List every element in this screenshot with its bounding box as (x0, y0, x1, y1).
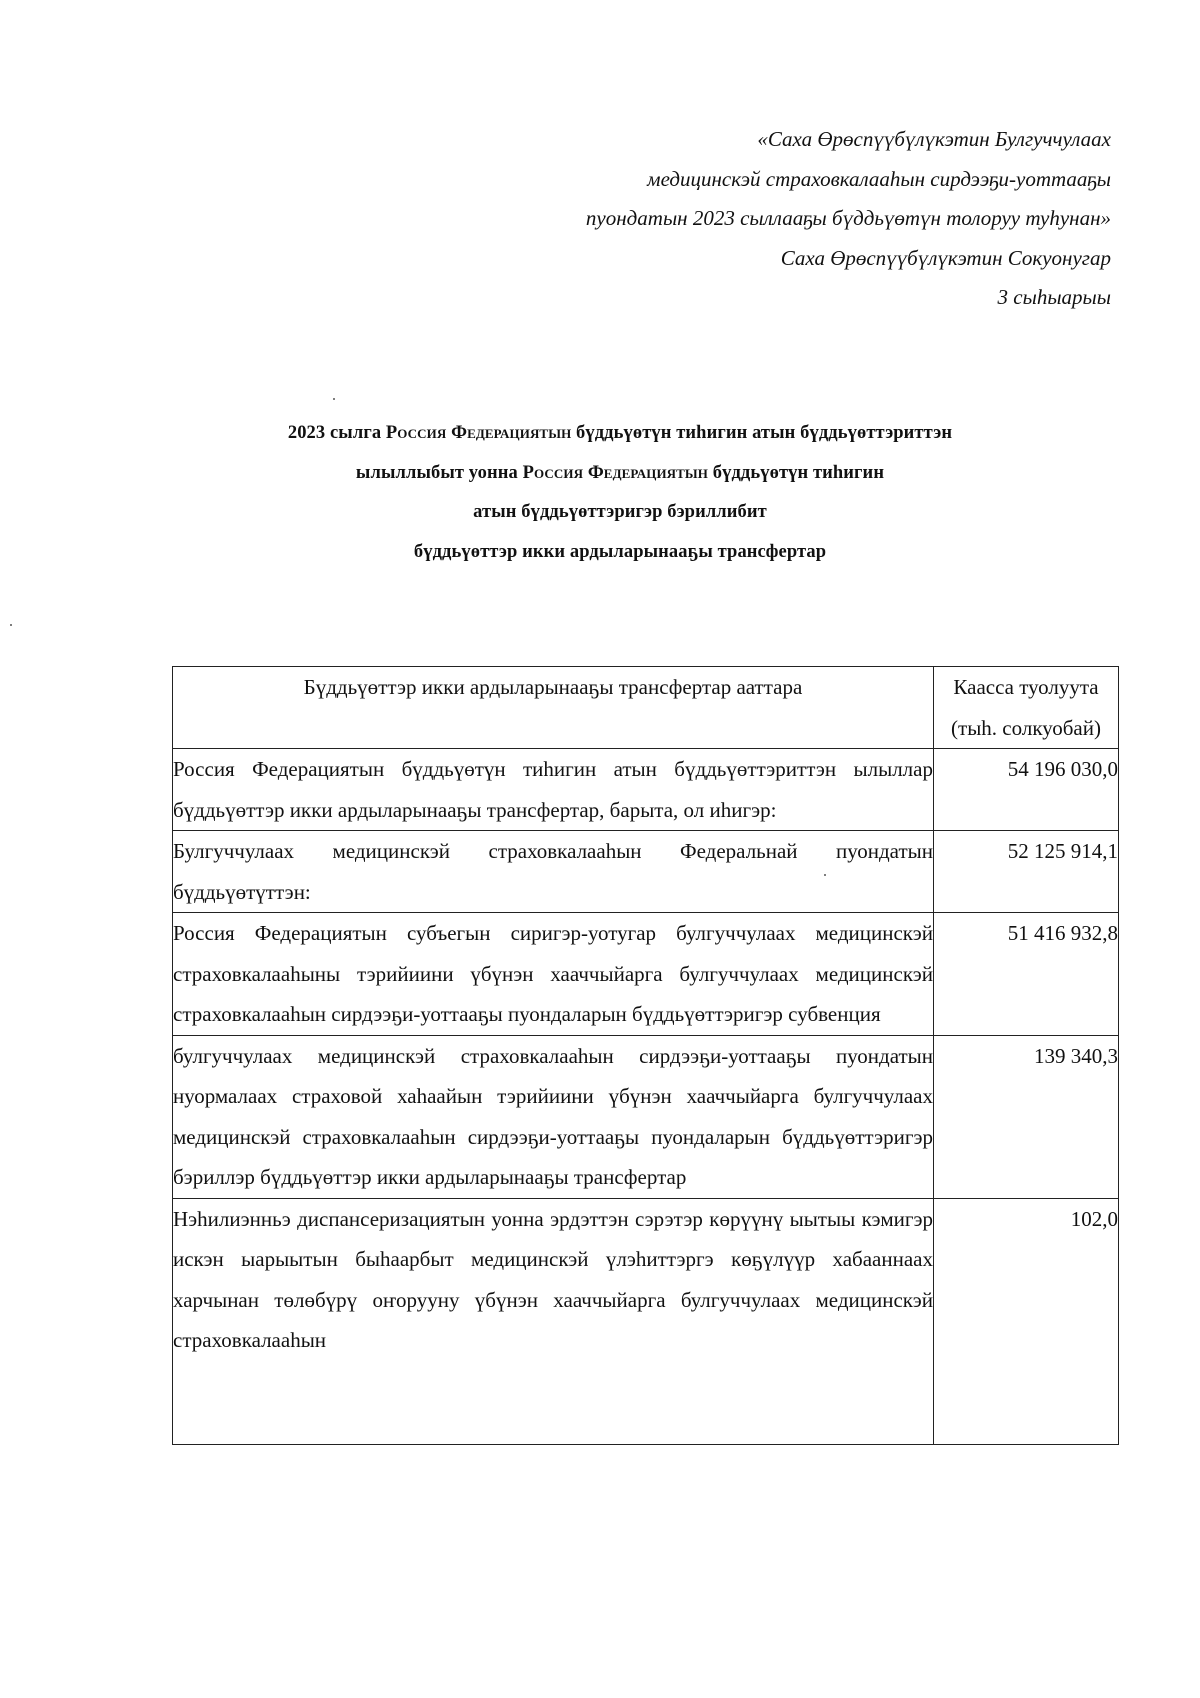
scan-speck (10, 624, 12, 626)
header-sum (934, 667, 1119, 749)
title-text: Россия Федерациятын (385, 423, 572, 443)
annex-line: пуондатын 2023 сыллааҕы бүддьүөтүн толоруу туһунан» (585, 206, 1111, 230)
title-text: бүддьүөтүн тиһигин атын бүддьүөттэриттэн (571, 423, 953, 443)
annex-note (586, 120, 1111, 318)
row-name: Россия Федерациятын бүддьүөтүн тиһигин атын бүддьүөттэриттэн ылыллар бүддьүөттэр икки ардыларынааҕы трансфертар, барыта, ол иһигэр: (173, 749, 934, 831)
annex-line: Саха Өрөспүүбүлүкэтин Сокуонугар (780, 245, 1111, 270)
header-sum-line: Каасса туолуута (953, 675, 1099, 699)
table-row (173, 749, 1119, 831)
row-sum: 54 196 030,0 (934, 749, 1119, 831)
header-name: Бүддьүөттэр икки ардыларынааҕы трансфертар ааттара (173, 667, 934, 749)
row-name: булгуччулаах медицинскэй страховкалааһын сирдээҕи-уоттааҕы пуондатын нуормалаах страховой хаһаайын тэрийиини үбүнэн хааччыйарга булгуччулаах медицинскэй страховкалааһын сирдээҕи-уоттааҕы пуондаларын бүддьүөттэригэр бэриллэр бүддьүөттэр икки ардыларынааҕы трансфертар (173, 1035, 934, 1198)
table-row (173, 913, 1119, 1036)
title-text: ылыллыбыт уонна (355, 462, 523, 483)
document-title (150, 414, 1090, 572)
header-sum-line: (тыһ. солкуобай) (951, 715, 1101, 740)
title-text: 2023 сылга (287, 423, 386, 443)
annex-line: «Саха Өрөспүүбүлүкэтин Булгуччулаах (757, 127, 1111, 151)
title-line-1 (150, 414, 1090, 454)
row-name: Россия Федерациятын субъегын сиригэр-уотугар булгуччулаах медицинскэй страховкалааһыны тэрийиини үбүнэн хааччыйарга булгуччулаах медицинскэй страховкалааһын сирдээҕи-уоттааҕы пуондаларын бүддьүөттэригэр субвенция (173, 913, 934, 1036)
row-name: Булгуччулаах медицинскэй страховкалааһын Федеральнай пуондатын бүддьүөтүттэн: (173, 831, 934, 913)
table-row (173, 1035, 1119, 1198)
table-header-row (173, 667, 1119, 749)
row-sum: 102,0 (934, 1198, 1119, 1444)
scan-speck (333, 398, 335, 400)
table-row (173, 831, 1119, 913)
scan-speck (824, 874, 826, 876)
title-line-3: атын бүддьүөттэригэр бэриллибит (473, 502, 767, 522)
title-line-4: бүддьүөттэр икки ардыларынааҕы трансфертар (413, 541, 827, 562)
row-name: Нэһилиэнньэ диспансеризациятын уонна эрдэттэн сэрэтэр көрүүнү ыытыы кэмигэр искэн ыарыытын быһаарбыт медицинскэй үлэһиттэргэ көҕүлүүр хабааннаах харчынан төлөбүрү оҥорууну үбүнэн хааччыйарга булгуччулаах медицинскэй страховкалааһын (173, 1198, 934, 1444)
annex-line: медицинскэй страховкалааһын сирдээҕи-уоттааҕы (647, 166, 1111, 191)
row-sum: 51 416 932,8 (934, 913, 1119, 1036)
table-row (173, 1198, 1119, 1444)
title-line-2 (150, 454, 1090, 494)
row-sum: 52 125 914,1 (934, 831, 1119, 913)
title-text: Россия Федерациятын (522, 462, 709, 483)
transfers-table (172, 666, 1119, 1445)
title-text: бүддьүөтүн тиһигин (708, 462, 885, 483)
annex-line: 3 сыһыарыы (997, 285, 1111, 309)
row-sum: 139 340,3 (934, 1035, 1119, 1198)
